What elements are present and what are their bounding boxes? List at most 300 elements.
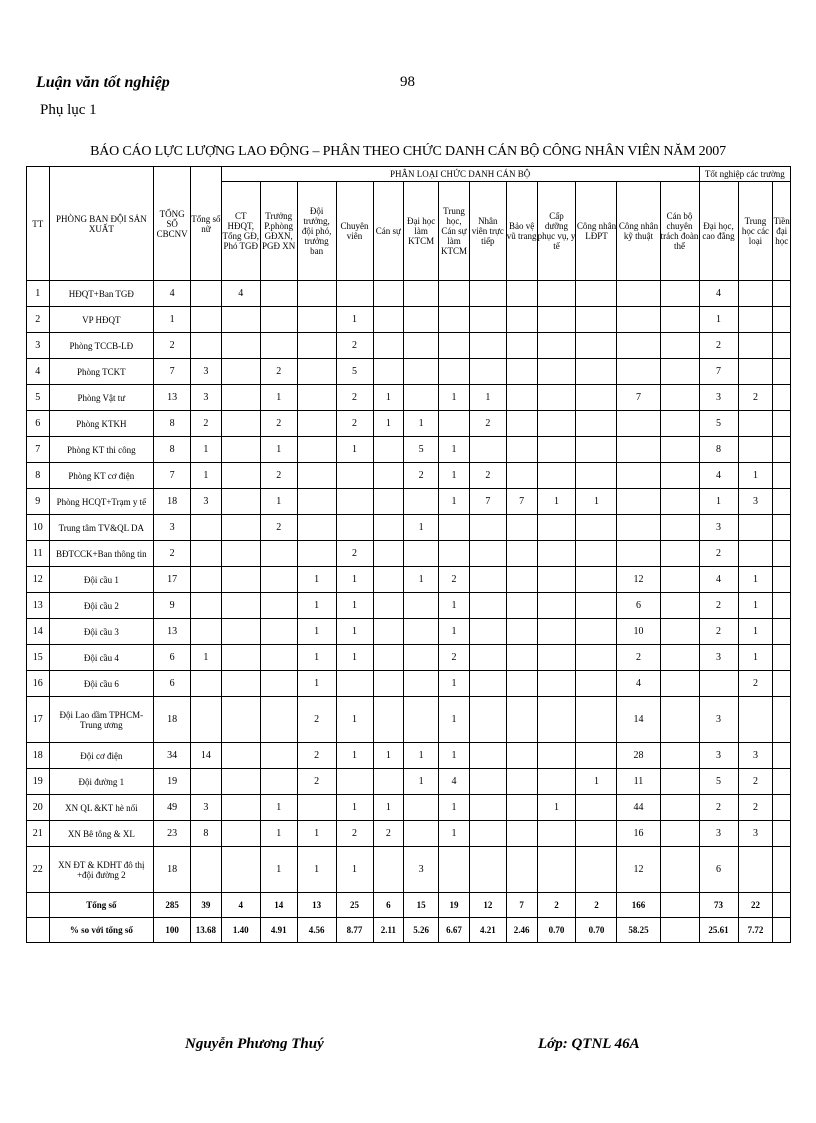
value-cell: 1 (260, 847, 297, 893)
value-cell (660, 893, 699, 918)
value-cell (773, 893, 791, 918)
value-cell (506, 333, 537, 359)
value-cell: 2 (154, 541, 191, 567)
value-cell: 4 (154, 281, 191, 307)
value-cell: 5 (404, 437, 439, 463)
row-index-cell: 14 (27, 619, 50, 645)
col-head-total: TỔNG SỐ CBCNV (154, 167, 191, 281)
value-cell: 1 (191, 463, 222, 489)
value-cell (469, 541, 506, 567)
value-cell: 12 (617, 847, 660, 893)
value-cell: 8 (191, 821, 222, 847)
value-cell: 2 (297, 697, 336, 743)
value-cell (773, 281, 791, 307)
value-cell (773, 697, 791, 743)
value-cell: 18 (154, 489, 191, 515)
row-index-cell: 9 (27, 489, 50, 515)
table-row (27, 645, 791, 671)
value-cell (336, 769, 373, 795)
value-cell (537, 847, 576, 893)
department-cell: Phòng HCQT+Trạm y tế (49, 489, 154, 515)
value-cell (404, 697, 439, 743)
value-cell (738, 515, 773, 541)
value-cell (537, 281, 576, 307)
col-head-tien-dai-hoc: Tiền đại học (773, 182, 791, 281)
table-row (27, 795, 791, 821)
value-cell: 1 (336, 743, 373, 769)
value-cell (221, 411, 260, 437)
value-cell: 5 (336, 359, 373, 385)
value-cell: 19 (154, 769, 191, 795)
value-cell: 1 (439, 821, 470, 847)
value-cell: 11 (617, 769, 660, 795)
value-cell (297, 463, 336, 489)
value-cell: 8 (154, 411, 191, 437)
value-cell: 2.46 (506, 918, 537, 943)
value-cell (297, 359, 336, 385)
value-cell (537, 359, 576, 385)
value-cell (660, 821, 699, 847)
table-row (27, 821, 791, 847)
value-cell (738, 307, 773, 333)
value-cell (191, 769, 222, 795)
value-cell (660, 645, 699, 671)
value-cell (506, 847, 537, 893)
value-cell (506, 671, 537, 697)
value-cell (373, 769, 404, 795)
value-cell: 7 (469, 489, 506, 515)
value-cell (260, 743, 297, 769)
row-index-cell: 3 (27, 333, 50, 359)
col-head-tt: TT (27, 167, 50, 281)
value-cell: 3 (738, 821, 773, 847)
value-cell (221, 541, 260, 567)
percent-row (27, 918, 791, 943)
table-row (27, 619, 791, 645)
value-cell (660, 437, 699, 463)
value-cell (617, 437, 660, 463)
value-cell: 1 (260, 437, 297, 463)
col-head-dai-hoc: Đại học, cao đẳng (699, 182, 738, 281)
value-cell (660, 359, 699, 385)
value-cell (439, 307, 470, 333)
value-cell (738, 359, 773, 385)
col-head-can-su: Cán sự (373, 182, 404, 281)
value-cell (576, 697, 617, 743)
col-head-trung-hoc-ktcm: Trung học, Cán sự làm KTCM (439, 182, 470, 281)
value-cell: 2 (336, 411, 373, 437)
value-cell (260, 697, 297, 743)
value-cell: 9 (154, 593, 191, 619)
value-cell: 2 (404, 463, 439, 489)
value-cell (404, 619, 439, 645)
value-cell: 1 (336, 307, 373, 333)
value-cell (576, 437, 617, 463)
value-cell (260, 307, 297, 333)
value-cell: 8.77 (336, 918, 373, 943)
value-cell (773, 333, 791, 359)
value-cell (373, 697, 404, 743)
value-cell (506, 645, 537, 671)
value-cell: 4 (699, 567, 738, 593)
value-cell: 16 (617, 821, 660, 847)
value-cell: 0.70 (576, 918, 617, 943)
value-cell (506, 795, 537, 821)
value-cell (506, 437, 537, 463)
value-cell: 25.61 (699, 918, 738, 943)
department-cell: Đội Lao dầm TPHCM-Trung ương (49, 697, 154, 743)
value-cell (506, 697, 537, 743)
table-row (27, 671, 791, 697)
value-cell (439, 411, 470, 437)
value-cell (738, 411, 773, 437)
value-cell: 8 (154, 437, 191, 463)
value-cell: 4.21 (469, 918, 506, 943)
value-cell (373, 437, 404, 463)
col-head-doi-truong: Đội trưởng, đội phó, trưởng ban (297, 182, 336, 281)
value-cell: 3 (699, 515, 738, 541)
value-cell: 3 (191, 489, 222, 515)
value-cell (260, 541, 297, 567)
value-cell: 1 (576, 489, 617, 515)
row-index-cell: 13 (27, 593, 50, 619)
value-cell: 28 (617, 743, 660, 769)
row-index-cell: 1 (27, 281, 50, 307)
value-cell: 3 (191, 795, 222, 821)
value-cell (660, 307, 699, 333)
value-cell: 1 (373, 411, 404, 437)
value-cell (191, 593, 222, 619)
value-cell (506, 359, 537, 385)
value-cell: 2 (738, 671, 773, 697)
value-cell (660, 281, 699, 307)
value-cell: 1 (439, 463, 470, 489)
value-cell: 1 (336, 645, 373, 671)
value-cell (773, 567, 791, 593)
value-cell: 1 (439, 593, 470, 619)
department-cell: Đội cầu 3 (49, 619, 154, 645)
col-head-bao-ve: Bảo vệ vũ trang (506, 182, 537, 281)
value-cell (576, 515, 617, 541)
value-cell: 19 (439, 893, 470, 918)
value-cell (373, 847, 404, 893)
department-cell: Phòng KT cơ điện (49, 463, 154, 489)
value-cell (373, 593, 404, 619)
value-cell (738, 333, 773, 359)
row-index-cell: 20 (27, 795, 50, 821)
table-row (27, 333, 791, 359)
page-number: 98 (400, 74, 415, 90)
value-cell (336, 515, 373, 541)
value-cell: 2 (260, 411, 297, 437)
value-cell (576, 743, 617, 769)
value-cell (373, 359, 404, 385)
value-cell: 1 (404, 743, 439, 769)
value-cell (191, 281, 222, 307)
value-cell (404, 307, 439, 333)
value-cell: 4 (699, 281, 738, 307)
value-cell (506, 541, 537, 567)
col-head-dai-hoc-ktcm: Đại học làm KTCM (404, 182, 439, 281)
value-cell (660, 743, 699, 769)
value-cell (297, 411, 336, 437)
row-index-cell (27, 918, 50, 943)
value-cell (469, 795, 506, 821)
value-cell: 1 (537, 795, 576, 821)
value-cell (336, 489, 373, 515)
value-cell: 3 (191, 385, 222, 411)
value-cell (221, 333, 260, 359)
value-cell (191, 619, 222, 645)
value-cell (506, 593, 537, 619)
department-cell: HĐQT+Ban TGĐ (49, 281, 154, 307)
value-cell: 2 (260, 359, 297, 385)
row-index-cell: 4 (27, 359, 50, 385)
value-cell (469, 671, 506, 697)
table-row (27, 847, 791, 893)
value-cell (404, 795, 439, 821)
value-cell (469, 333, 506, 359)
value-cell (191, 307, 222, 333)
col-head-ct-hdqt: CT HĐQT, Tổng GĐ, Phó TGĐ (221, 182, 260, 281)
value-cell: 2 (699, 795, 738, 821)
table-row (27, 697, 791, 743)
department-cell: Phòng TCKT (49, 359, 154, 385)
value-cell: 6.67 (439, 918, 470, 943)
value-cell: 34 (154, 743, 191, 769)
value-cell: 1 (373, 385, 404, 411)
value-cell: 100 (154, 918, 191, 943)
department-cell: Đội cầu 6 (49, 671, 154, 697)
department-cell: Đội đường 1 (49, 769, 154, 795)
value-cell (297, 333, 336, 359)
value-cell (191, 697, 222, 743)
value-cell: 3 (404, 847, 439, 893)
table-row (27, 307, 791, 333)
department-cell: XN ĐT & KDHT đô thị +đội đường 2 (49, 847, 154, 893)
value-cell: 2 (699, 593, 738, 619)
value-cell: 1 (297, 645, 336, 671)
value-cell (469, 515, 506, 541)
table-row (27, 541, 791, 567)
value-cell: 1 (439, 437, 470, 463)
value-cell (373, 541, 404, 567)
value-cell (297, 307, 336, 333)
value-cell (660, 619, 699, 645)
value-cell (506, 281, 537, 307)
value-cell: 18 (154, 847, 191, 893)
value-cell (660, 489, 699, 515)
value-cell: 1 (439, 795, 470, 821)
value-cell: 1 (373, 743, 404, 769)
value-cell (191, 333, 222, 359)
value-cell (576, 385, 617, 411)
value-cell (373, 489, 404, 515)
value-cell (537, 645, 576, 671)
value-cell: 2.11 (373, 918, 404, 943)
value-cell: 49 (154, 795, 191, 821)
value-cell (404, 333, 439, 359)
value-cell (773, 385, 791, 411)
value-cell (506, 821, 537, 847)
value-cell (617, 281, 660, 307)
value-cell (738, 281, 773, 307)
value-cell (773, 619, 791, 645)
value-cell: 1.40 (221, 918, 260, 943)
value-cell: 5 (699, 769, 738, 795)
value-cell (738, 437, 773, 463)
value-cell (469, 567, 506, 593)
value-cell (469, 437, 506, 463)
value-cell: 1 (336, 619, 373, 645)
value-cell: 1 (439, 743, 470, 769)
row-index-cell: 16 (27, 671, 50, 697)
row-index-cell: 11 (27, 541, 50, 567)
appendix-label: Phụ lục 1 (40, 102, 97, 118)
value-cell (221, 769, 260, 795)
value-cell (617, 411, 660, 437)
col-head-nhan-vien: Nhân viên trực tiếp (469, 182, 506, 281)
value-cell: 1 (537, 489, 576, 515)
value-cell (469, 307, 506, 333)
value-cell (660, 769, 699, 795)
value-cell (506, 411, 537, 437)
value-cell (221, 437, 260, 463)
value-cell (773, 463, 791, 489)
department-cell: Phòng Vật tư (49, 385, 154, 411)
value-cell (373, 645, 404, 671)
value-cell (660, 697, 699, 743)
value-cell: 1 (404, 567, 439, 593)
department-cell: % so với tổng số (49, 918, 154, 943)
value-cell: 13 (154, 385, 191, 411)
value-cell: 14 (260, 893, 297, 918)
value-cell (660, 541, 699, 567)
value-cell: 1 (297, 821, 336, 847)
value-cell: 3 (154, 515, 191, 541)
row-index-cell: 18 (27, 743, 50, 769)
value-cell (191, 515, 222, 541)
value-cell: 7.72 (738, 918, 773, 943)
value-cell: 1 (297, 593, 336, 619)
value-cell: 6 (154, 645, 191, 671)
row-index-cell: 7 (27, 437, 50, 463)
table-row (27, 515, 791, 541)
value-cell (469, 743, 506, 769)
value-cell (660, 593, 699, 619)
value-cell: 1 (297, 567, 336, 593)
department-cell: Phòng KTKH (49, 411, 154, 437)
value-cell: 5 (699, 411, 738, 437)
value-cell (576, 645, 617, 671)
value-cell: 2 (537, 893, 576, 918)
value-cell (537, 463, 576, 489)
row-index-cell: 2 (27, 307, 50, 333)
row-index-cell: 6 (27, 411, 50, 437)
group-head-graduation: Tốt nghiệp các trường (699, 167, 790, 182)
value-cell: 1 (738, 463, 773, 489)
value-cell (404, 645, 439, 671)
value-cell (506, 463, 537, 489)
value-cell (738, 847, 773, 893)
value-cell (221, 359, 260, 385)
value-cell: 6 (617, 593, 660, 619)
value-cell (576, 307, 617, 333)
value-cell (506, 515, 537, 541)
value-cell: 3 (699, 645, 738, 671)
value-cell (373, 671, 404, 697)
value-cell: 1 (439, 385, 470, 411)
value-cell (773, 359, 791, 385)
value-cell (469, 645, 506, 671)
value-cell (537, 567, 576, 593)
value-cell (297, 795, 336, 821)
value-cell: 2 (336, 541, 373, 567)
value-cell (660, 671, 699, 697)
col-head-cn-ldpt: Công nhân LĐPT (576, 182, 617, 281)
value-cell (439, 281, 470, 307)
row-index-cell: 5 (27, 385, 50, 411)
value-cell (221, 743, 260, 769)
value-cell: 1 (439, 619, 470, 645)
col-head-department: PHÒNG BAN ĐỘI SẢN XUẤT (49, 167, 154, 281)
value-cell (773, 437, 791, 463)
value-cell (773, 795, 791, 821)
value-cell (537, 671, 576, 697)
value-cell: 13.68 (191, 918, 222, 943)
value-cell: 4 (699, 463, 738, 489)
table-row (27, 281, 791, 307)
value-cell (617, 359, 660, 385)
row-index-cell: 15 (27, 645, 50, 671)
value-cell: 1 (439, 671, 470, 697)
value-cell (469, 619, 506, 645)
value-cell (506, 619, 537, 645)
value-cell (404, 821, 439, 847)
value-cell (297, 281, 336, 307)
value-cell: 7 (154, 463, 191, 489)
value-cell (773, 489, 791, 515)
value-cell (221, 795, 260, 821)
value-cell: 2 (738, 769, 773, 795)
value-cell: 1 (738, 645, 773, 671)
value-cell (576, 281, 617, 307)
value-cell: 2 (154, 333, 191, 359)
value-cell: 10 (617, 619, 660, 645)
value-cell (773, 515, 791, 541)
value-cell: 1 (336, 593, 373, 619)
value-cell (773, 671, 791, 697)
value-cell (537, 619, 576, 645)
value-cell (336, 671, 373, 697)
value-cell (506, 385, 537, 411)
value-cell: 1 (336, 697, 373, 743)
col-head-trung-hoc: Trung học các loại (738, 182, 773, 281)
value-cell: 7 (699, 359, 738, 385)
value-cell: 12 (469, 893, 506, 918)
value-cell (260, 671, 297, 697)
value-cell (537, 541, 576, 567)
value-cell: 4 (221, 281, 260, 307)
value-cell (537, 821, 576, 847)
value-cell: 1 (404, 515, 439, 541)
value-cell: 1 (439, 489, 470, 515)
value-cell (537, 593, 576, 619)
value-cell: 18 (154, 697, 191, 743)
value-cell: 3 (191, 359, 222, 385)
value-cell: 14 (191, 743, 222, 769)
row-index-cell: 10 (27, 515, 50, 541)
